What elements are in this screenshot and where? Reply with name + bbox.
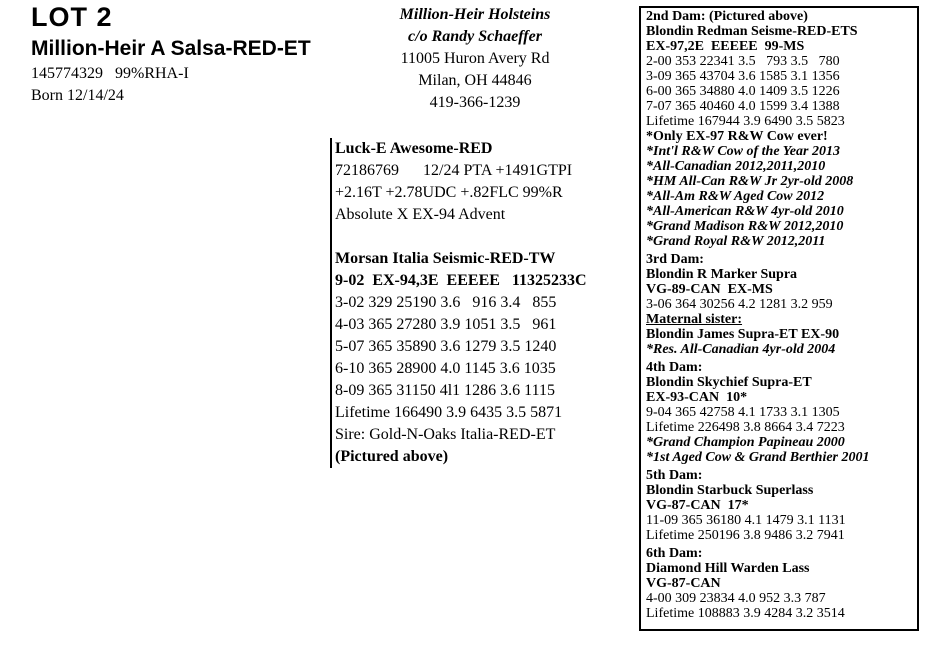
dam3-class: VG-89-CAN EX-MS xyxy=(646,282,773,297)
farm-name: Million-Heir Holsteins xyxy=(399,6,551,23)
cow-name: Million-Heir A Salsa-RED-ET xyxy=(31,37,311,60)
contact-name: c/o Randy Schaeffer xyxy=(408,28,542,45)
dam4-record: Lifetime 226498 3.8 8664 3.4 7223 xyxy=(646,420,845,435)
birth-date: Born 12/14/24 xyxy=(31,87,124,104)
dam4-name: Blondin Skychief Supra-ET xyxy=(646,375,812,390)
dam3-record: 3-06 364 30256 4.2 1281 3.2 959 xyxy=(646,297,833,312)
dam6-heading: 6th Dam: xyxy=(646,546,703,561)
dam5-class: VG-87-CAN 17* xyxy=(646,498,749,513)
dam-sire: Sire: Gold-N-Oaks Italia-RED-ET xyxy=(330,424,635,446)
sire-name: Luck-E Awesome-RED xyxy=(330,138,635,160)
dam2-record: Lifetime 167944 3.9 6490 3.5 5823 xyxy=(646,114,845,129)
dam2-record: 7-07 365 40460 4.0 1599 3.4 1388 xyxy=(646,99,840,114)
sire-line: +2.16T +2.78UDC +.82FLC 99%R xyxy=(330,182,635,204)
dam6-class: VG-87-CAN xyxy=(646,576,721,591)
street-address: 11005 Huron Avery Rd xyxy=(400,50,550,67)
owner-block xyxy=(375,4,575,114)
dam-record: 6-10 365 28900 4.0 1145 3.6 1035 xyxy=(330,358,635,380)
dam4-honor: *1st Aged Cow & Grand Berthier 2001 xyxy=(646,450,870,465)
dam-note: (Pictured above) xyxy=(330,446,635,468)
dam-record: Lifetime 166490 3.9 6435 3.5 5871 xyxy=(330,402,635,424)
sire-dam-block xyxy=(330,138,635,468)
dam4-honor: *Grand Champion Papineau 2000 xyxy=(646,435,845,450)
maternal-sister-honor: *Res. All-Canadian 4yr-old 2004 xyxy=(646,342,836,357)
dam2-class: EX-97,2E EEEEE 99-MS xyxy=(646,39,805,54)
dam-record: 8-09 365 31150 4l1 1286 3.6 1115 xyxy=(330,380,635,402)
phone-number: 419-366-1239 xyxy=(429,94,521,111)
dam5-heading: 5th Dam: xyxy=(646,468,703,483)
dam2-honor: *Int'l R&W Cow of the Year 2013 xyxy=(646,144,840,159)
dam-name: Morsan Italia Seismic-RED-TW xyxy=(330,248,635,270)
dam2-honor: *All-American R&W 4yr-old 2010 xyxy=(646,204,844,219)
maternal-sister-name: Blondin James Supra-ET EX-90 xyxy=(646,327,840,342)
dam5-record: Lifetime 250196 3.8 9486 3.2 7941 xyxy=(646,528,845,543)
dam4-record: 9-04 365 42758 4.1 1733 3.1 1305 xyxy=(646,405,840,420)
dam-classification: 9-02 EX-94,3E EEEEE 11325233C xyxy=(330,270,635,292)
lot-number: LOT 2 xyxy=(31,2,113,32)
dam2-name: Blondin Redman Seisme-RED-ETS xyxy=(646,24,858,39)
dam2-honor: *All-Canadian 2012,2011,2010 xyxy=(646,159,826,174)
dam-record: 3-02 329 25190 3.6 916 3.4 855 xyxy=(330,292,635,314)
dam4-class: EX-93-CAN 10* xyxy=(646,390,748,405)
dam4-heading: 4th Dam: xyxy=(646,360,703,375)
sire-line: Absolute X EX-94 Advent xyxy=(330,204,635,226)
dam6-name: Diamond Hill Warden Lass xyxy=(646,561,810,576)
dam2-honor: *All-Am R&W Aged Cow 2012 xyxy=(646,189,825,204)
dam6-record: Lifetime 108883 3.9 4284 3.2 3514 xyxy=(646,606,845,621)
dam5-record: 11-09 365 36180 4.1 1479 3.1 1131 xyxy=(646,513,846,528)
registration-line: 145774329 99%RHA-I xyxy=(31,65,189,82)
dam5-name: Blondin Starbuck Superlass xyxy=(646,483,814,498)
dam2-honor: *Grand Madison R&W 2012,2010 xyxy=(646,219,844,234)
sire-line: 72186769 12/24 PTA +1491GTPI xyxy=(330,160,635,182)
pedigree-box xyxy=(639,6,919,631)
dam-record: 4-03 365 27280 3.9 1051 3.5 961 xyxy=(330,314,635,336)
city-state: Milan, OH 44846 xyxy=(418,72,532,89)
dam2-heading: 2nd Dam: (Pictured above) xyxy=(646,9,808,24)
dam6-record: 4-00 309 23834 4.0 952 3.3 787 xyxy=(646,591,826,606)
dam2-note: *Only EX-97 R&W Cow ever! xyxy=(646,129,828,144)
dam3-name: Blondin R Marker Supra xyxy=(646,267,798,282)
dam2-honor: *Grand Royal R&W 2012,2011 xyxy=(646,234,826,249)
dam3-heading: 3rd Dam: xyxy=(646,252,704,267)
dam-record: 5-07 365 35890 3.6 1279 3.5 1240 xyxy=(330,336,635,358)
dam2-honor: *HM All-Can R&W Jr 2yr-old 2008 xyxy=(646,174,854,189)
maternal-sister-heading: Maternal sister: xyxy=(646,312,743,327)
dam2-record: 2-00 353 22341 3.5 793 3.5 780 xyxy=(646,54,840,69)
dam2-record: 3-09 365 43704 3.6 1585 3.1 1356 xyxy=(646,69,840,84)
dam2-record: 6-00 365 34880 4.0 1409 3.5 1226 xyxy=(646,84,840,99)
